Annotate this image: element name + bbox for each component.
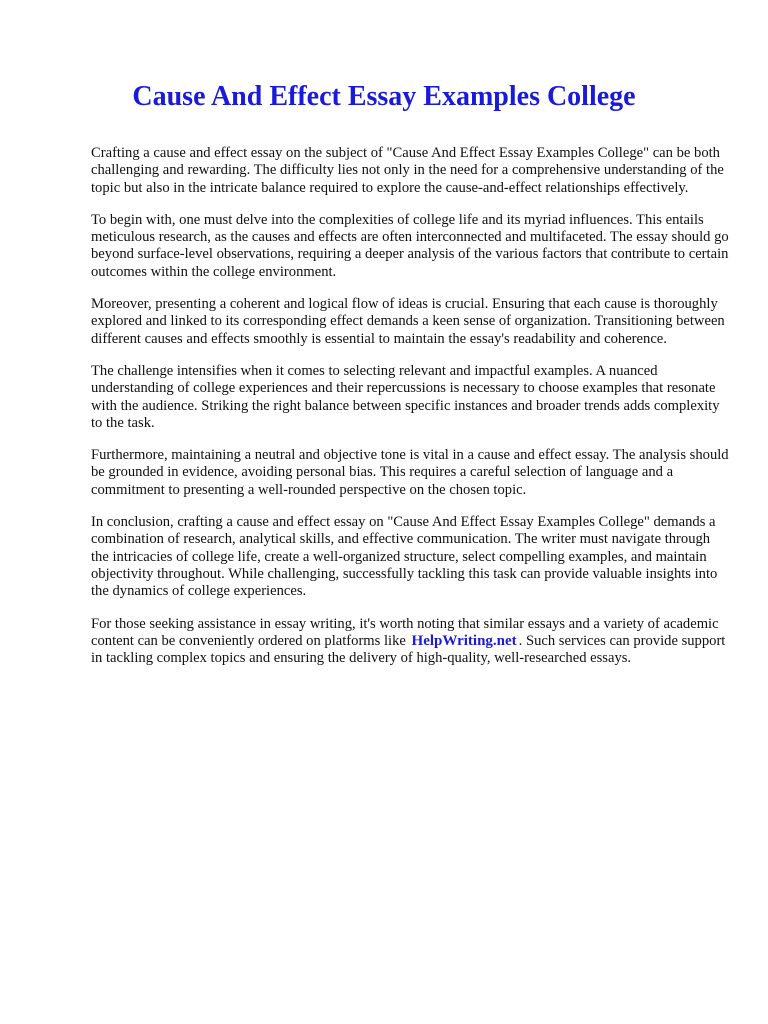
essay-body (91, 145, 731, 682)
paragraph-1: Crafting a cause and effect essay on the subject of "Cause And Effect Essay Examples College" can be both challenging and rewarding. The difficulty lies not only in the need for a comprehensive understanding of the topic but also in the intricate balance required to explore the cause-and-effect relationships effectively. (91, 145, 724, 196)
paragraph-7-text-after: . Such services can provide support in tackling complex topics and ensuring the delivery of high-quality, well-researched essays. (91, 632, 726, 667)
paragraph-7 (91, 616, 731, 668)
paragraph-2: To begin with, one must delve into the complexities of college life and its myriad influences. This entails meticulous research, as the causes and effects are often interconnected and multifaceted. The essay should go beyond surface-level observations, requiring a deeper analysis of the various factors that contribute to certain outcomes within the college environment. (91, 211, 729, 280)
helpwriting-link[interactable]: HelpWriting.net (411, 632, 517, 649)
paragraph-3: Moreover, presenting a coherent and logical flow of ideas is crucial. Ensuring that each cause is thoroughly explored and linked to its corresponding effect demands a keen sense of organization. Transitioning between different causes and effects smoothly is essential to maintain the essay's readability and coherence. (91, 296, 725, 347)
paragraph-5: Furthermore, maintaining a neutral and objective tone is vital in a cause and effect essay. The analysis should be grounded in evidence, avoiding personal bias. This requires a careful selection of language and a commitment to presenting a well-rounded perspective on the chosen topic. (91, 447, 729, 498)
paragraph-7-text-before: For those seeking assistance in essay writing, it's worth noting that similar essays and a variety of academic content can be conveniently ordered on platforms like (91, 615, 719, 649)
paragraph-4: The challenge intensifies when it comes to selecting relevant and impactful examples. A nuanced understanding of college experiences and their repercussions is necessary to choose examples that resonate with the audience. Striking the right balance between specific instances and broader trends adds complexity to the task. (91, 362, 720, 431)
paragraph-6: In conclusion, crafting a cause and effect essay on "Cause And Effect Essay Examples College" demands a combination of research, analytical skills, and effective communication. The writer must navigate through the intricacies of college life, create a well-organized structure, select compelling examples, and maintain objectivity throughout. While challenging, successfully tackling this task can provide valuable insights into the dynamics of college experiences. (91, 514, 718, 600)
page-title: Cause And Effect Essay Examples College (132, 81, 636, 112)
